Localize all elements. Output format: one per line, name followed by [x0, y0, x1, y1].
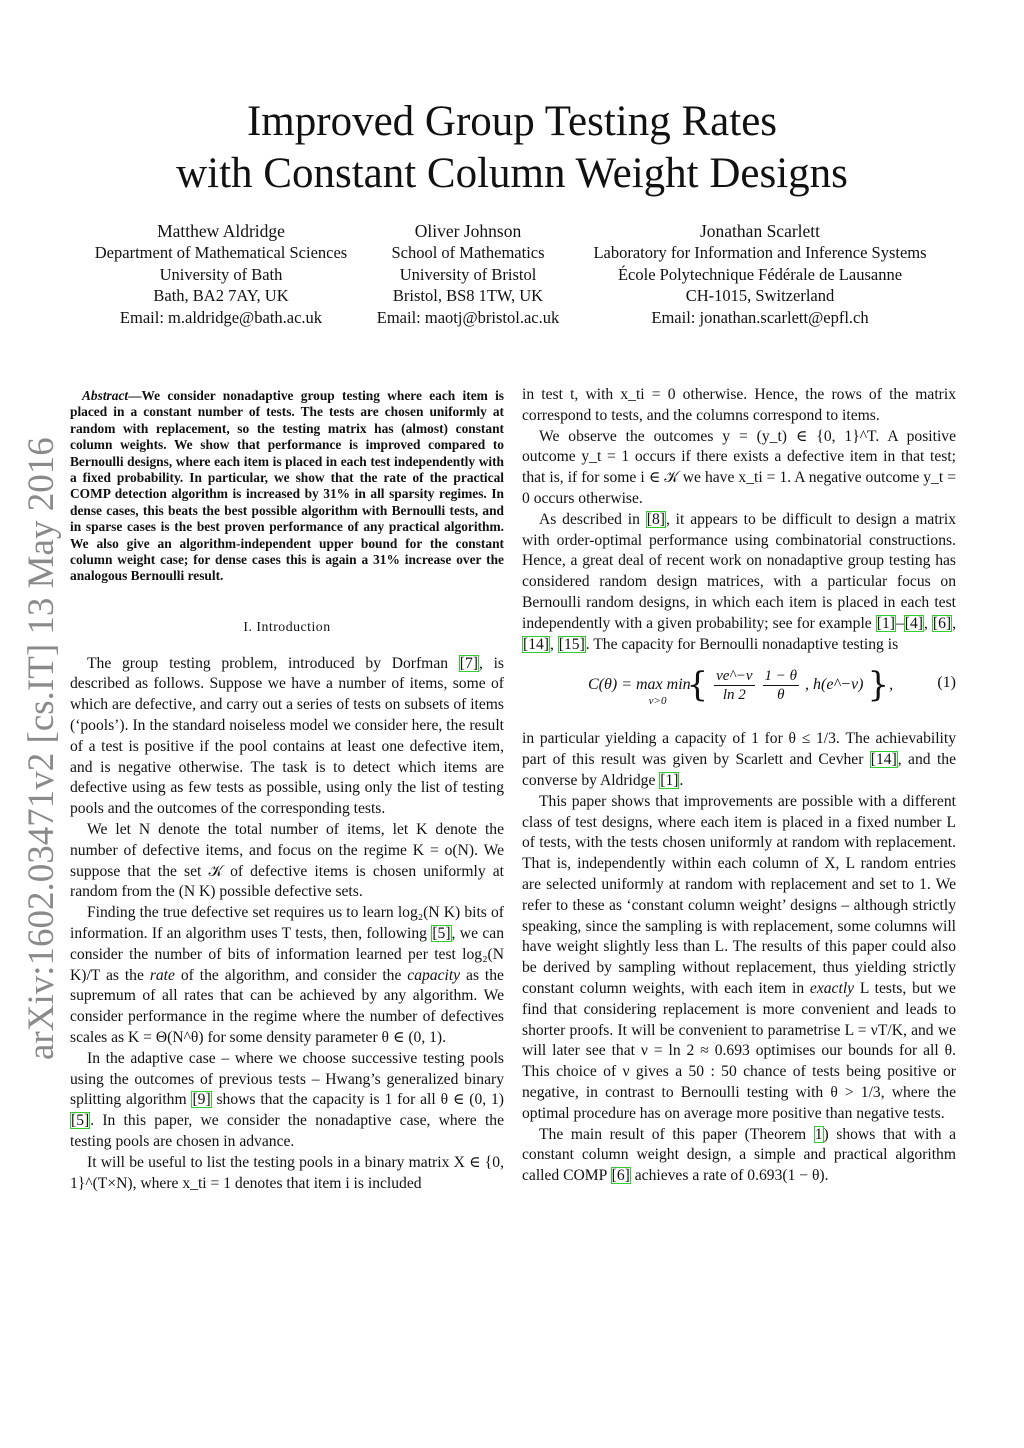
citation-link[interactable]: [5]	[432, 925, 451, 943]
text-run: . The capacity for Bernoulli nonadaptive testing is	[585, 635, 899, 653]
citation-link[interactable]: [7]	[459, 654, 478, 672]
author-inst: University of Bristol	[399, 264, 537, 284]
text-run: , we can consider the number of bits of information learned per test log₂(N K)/T as the	[70, 925, 504, 984]
author-aldridge	[80, 220, 362, 328]
text-run: This paper shows that improvements are possible with a different class of test designs, where each item is placed in a fixed number L of tests, with the tests chosen uniformly at random with replacement. That is, independently within each column of X, L random entries are selected uniformly at random with replacement and set to 1. We refer to these as ‘constant column weight’ designs – although strictly speaking, since the sampling is with replacement, some columns will have weight slightly less than L. The results of this paper could also be derived by sampling without replacement, thus yielding strictly constant column weights, with each item in	[522, 792, 956, 997]
paper-title	[100, 96, 924, 200]
arxiv-identifier: arXiv:1602.03471v2 [cs.IT] 13 May 2016	[21, 437, 62, 1060]
citation-link[interactable]: [9]	[192, 1091, 211, 1109]
text-run: , and the converse by Aldridge	[522, 751, 956, 789]
paragraph	[70, 1049, 504, 1153]
text-run: ,	[952, 614, 957, 632]
text-run: , is described as follows. Suppose we have a number of items, some of which are defective, and carry out a series of tests on subsets of items (‘pools’). In the standard noiseless model we consider here, the result of a test is positive if the pool contains at least one defective item, and is negative otherwise. The task is to detect which items are defective using as few tests as possible, using only the list of testing pools and the outcomes of the corresponding tests.	[70, 654, 505, 818]
equation-1	[522, 659, 956, 723]
paragraph	[70, 903, 504, 1049]
text-run: In the adaptive case – where we choose successive testing pools using the outcomes of previous tests – Hwang’s generalized binary splitting algorithm	[70, 1049, 504, 1109]
citation-link[interactable]: [6]	[932, 614, 952, 632]
author-inst: University of Bath	[159, 264, 283, 284]
title-line-1: Improved Group Testing Rates	[246, 98, 778, 145]
title-line-2: with Constant Column Weight Designs	[176, 150, 848, 197]
text-run: The group testing problem, introduced by Dorfman	[87, 654, 459, 672]
author-addr: Bristol, BS8 1TW, UK	[392, 286, 544, 306]
text-run: Finding the true defective set requires us to learn log₂(N K) bits of information. If an algorithm uses T tests, then, following	[70, 904, 504, 943]
text-run: of the algorithm, and consider the	[174, 966, 408, 984]
paragraph	[70, 654, 504, 820]
paragraph	[522, 510, 956, 656]
text-run: ,	[923, 614, 932, 632]
numerator: 1 − θ	[764, 668, 798, 685]
citation-link[interactable]: [1]	[876, 614, 895, 632]
author-johnson	[366, 220, 570, 328]
paragraph: It will be useful to list the testing pools in a binary matrix X ∈ {0, 1}^(T×N), where x_ti = 1 denotes that item i is included	[70, 1153, 504, 1192]
text-run: The main result of this paper (Theorem	[539, 1125, 814, 1143]
citation-link[interactable]: [5]	[71, 1112, 90, 1130]
text-run: achieves a rate of 0.693(1 − θ).	[630, 1167, 829, 1185]
emphasis: exactly	[809, 979, 855, 997]
text-run: , it appears to be difficult to design a matrix with order-optimal performance using combinatorial constructions. Hence, a great deal of recent work on nonadaptive group testing has considered random design matrices, with a particular focus on Bernoulli random designs, in which each item is placed in each test independently with a given probability; see for example	[522, 510, 956, 632]
author-email: Email: jonathan.scarlett@epfl.ch	[651, 307, 869, 327]
emphasis: rate	[149, 966, 175, 984]
abstract-text: —We consider nonadaptive group testing where each item is placed in a constant number of tests. The tests are chosen uniformly at random with replacement, so the testing matrix has (almost) constant column weights. We show that performance is improved compared to Bernoulli designs, where each item is placed in each test independently with a fixed probability. In particular, we show that the rate of the practical COMP detection algorithm is increased by 31% in all sparsity regimes. In dense cases, this beats the best possible algorithm with Bernoulli tests, and in sparse cases is the best proven performance of any practical algorithm. We also give an algorithm-independent upper bound for the constant column weight case; for dense cases this is again a 31% increase over the analogous Bernoulli result.	[70, 388, 504, 584]
text-run: in particular yielding a capacity of 1 for θ ≤ 1/3. The achievability part of this result was given by Scarlett and Cevher	[522, 730, 956, 769]
section-heading-introduction: I. Introduction	[243, 618, 331, 634]
paragraph	[522, 1125, 956, 1187]
text-run: shows that the capacity is 1 for all θ ∈ (0, 1)	[211, 1091, 504, 1109]
paragraph	[522, 729, 956, 791]
author-dept: Department of Mathematical Sciences	[94, 243, 348, 262]
abstract-label: Abstract	[82, 388, 129, 403]
author-dept: Laboratory for Information and Inference Systems	[593, 243, 927, 262]
author-name: Jonathan Scarlett	[699, 221, 821, 241]
author-dept: School of Mathematics	[391, 243, 545, 262]
equation-body: C(θ) = max min $_{\nu>0}$ { $\frac{\nu e\^{}-\nu}{\ln 2}$ $\frac{1 - \theta}{\theta}$ , h(e^−ν) },	[588, 665, 894, 707]
equation-subscript: ν>0	[648, 694, 667, 707]
citation-link[interactable]: [14]	[523, 635, 549, 653]
author-email: Email: m.aldridge@bath.ac.uk	[119, 307, 323, 327]
author-addr: Bath, BA2 7AY, UK	[153, 286, 289, 306]
citation-link[interactable]: [1]	[660, 771, 679, 789]
left-column	[70, 385, 504, 1194]
fraction	[714, 667, 754, 704]
right-brace-icon: }	[867, 665, 890, 706]
left-brace-icon: {	[686, 665, 709, 706]
paragraph: We let N denote the total number of items, let K denote the number of defective items, and focus on the regime K = o(N). We suppose that the set 𝒦 of defective items is chosen uniformly at random from the (N K) possible defective sets.	[70, 821, 504, 901]
paragraph	[522, 792, 956, 1125]
equation-tail: , h(e^−ν)	[805, 676, 864, 694]
equation-lhs: C(θ) = max min	[588, 676, 691, 694]
text-run: .	[679, 771, 684, 789]
right-column	[522, 385, 956, 1187]
author-name: Oliver Johnson	[414, 221, 522, 241]
author-name: Matthew Aldridge	[157, 221, 285, 241]
author-addr: CH-1015, Switzerland	[685, 286, 835, 306]
text-run: ) shows that with a constant column weight design, a simple and practical algorithm called COMP	[522, 1125, 956, 1185]
text-run: . In this paper, we consider the nonadaptive case, where the testing pools are chosen in advance.	[70, 1112, 504, 1150]
citation-link[interactable]: [4]	[904, 614, 923, 632]
citation-link[interactable]: [14]	[870, 751, 897, 769]
abstract	[70, 388, 504, 585]
equation-number: (1)	[937, 674, 956, 692]
citation-link[interactable]: [6]	[611, 1167, 630, 1185]
text-run: L tests, but we find that considering replacement is more convenient and leads to shorter proofs. It will be convenient to parametrise L = νT/K, and we will later see that ν = ln 2 ≈ 0.693 optimises our bounds for all θ. This choice of ν gives a 50 : 50 chance of tests being positive or negative, in contrast to Bernoulli testing with θ > 1/3, where the optimal procedure has on average more positive than negative tests.	[522, 979, 956, 1122]
paragraph: We observe the outcomes y = (y_t) ∈ {0, 1}^T. A positive outcome y_t = 1 occurs if there exists a defective item in that test; that is, if for some i ∈ 𝒦 we have x_ti = 1. A negative outcome y_t = 0 occurs otherwise.	[522, 427, 956, 507]
author-email: Email: maotj@bristol.ac.uk	[376, 307, 560, 327]
fraction	[763, 667, 800, 704]
theorem-link[interactable]: 1	[814, 1125, 823, 1143]
text-run: as the supremum of all rates that can be achieved by any algorithm. We consider performance in the regime where the number of defectives scales as K = Θ(N^θ) for some density parameter θ ∈ (0, 1).	[70, 966, 504, 1047]
denominator: θ	[777, 687, 785, 704]
author-inst: École Polytechnique Fédérale de Lausanne	[617, 264, 903, 284]
denominator: ln 2	[722, 687, 746, 704]
paragraph: in test t, with x_ti = 0 otherwise. Hence, the rows of the matrix correspond to tests, and the columns correspond to items.	[522, 386, 956, 424]
author-scarlett	[576, 220, 944, 328]
numerator: νe^−ν	[716, 668, 753, 685]
text-run: ,	[549, 635, 558, 653]
emphasis: capacity	[407, 966, 461, 984]
citation-link[interactable]: [15]	[558, 635, 585, 653]
text-run: As described in	[539, 510, 646, 528]
text-run: –	[895, 614, 904, 632]
citation-link[interactable]: [8]	[646, 510, 665, 528]
